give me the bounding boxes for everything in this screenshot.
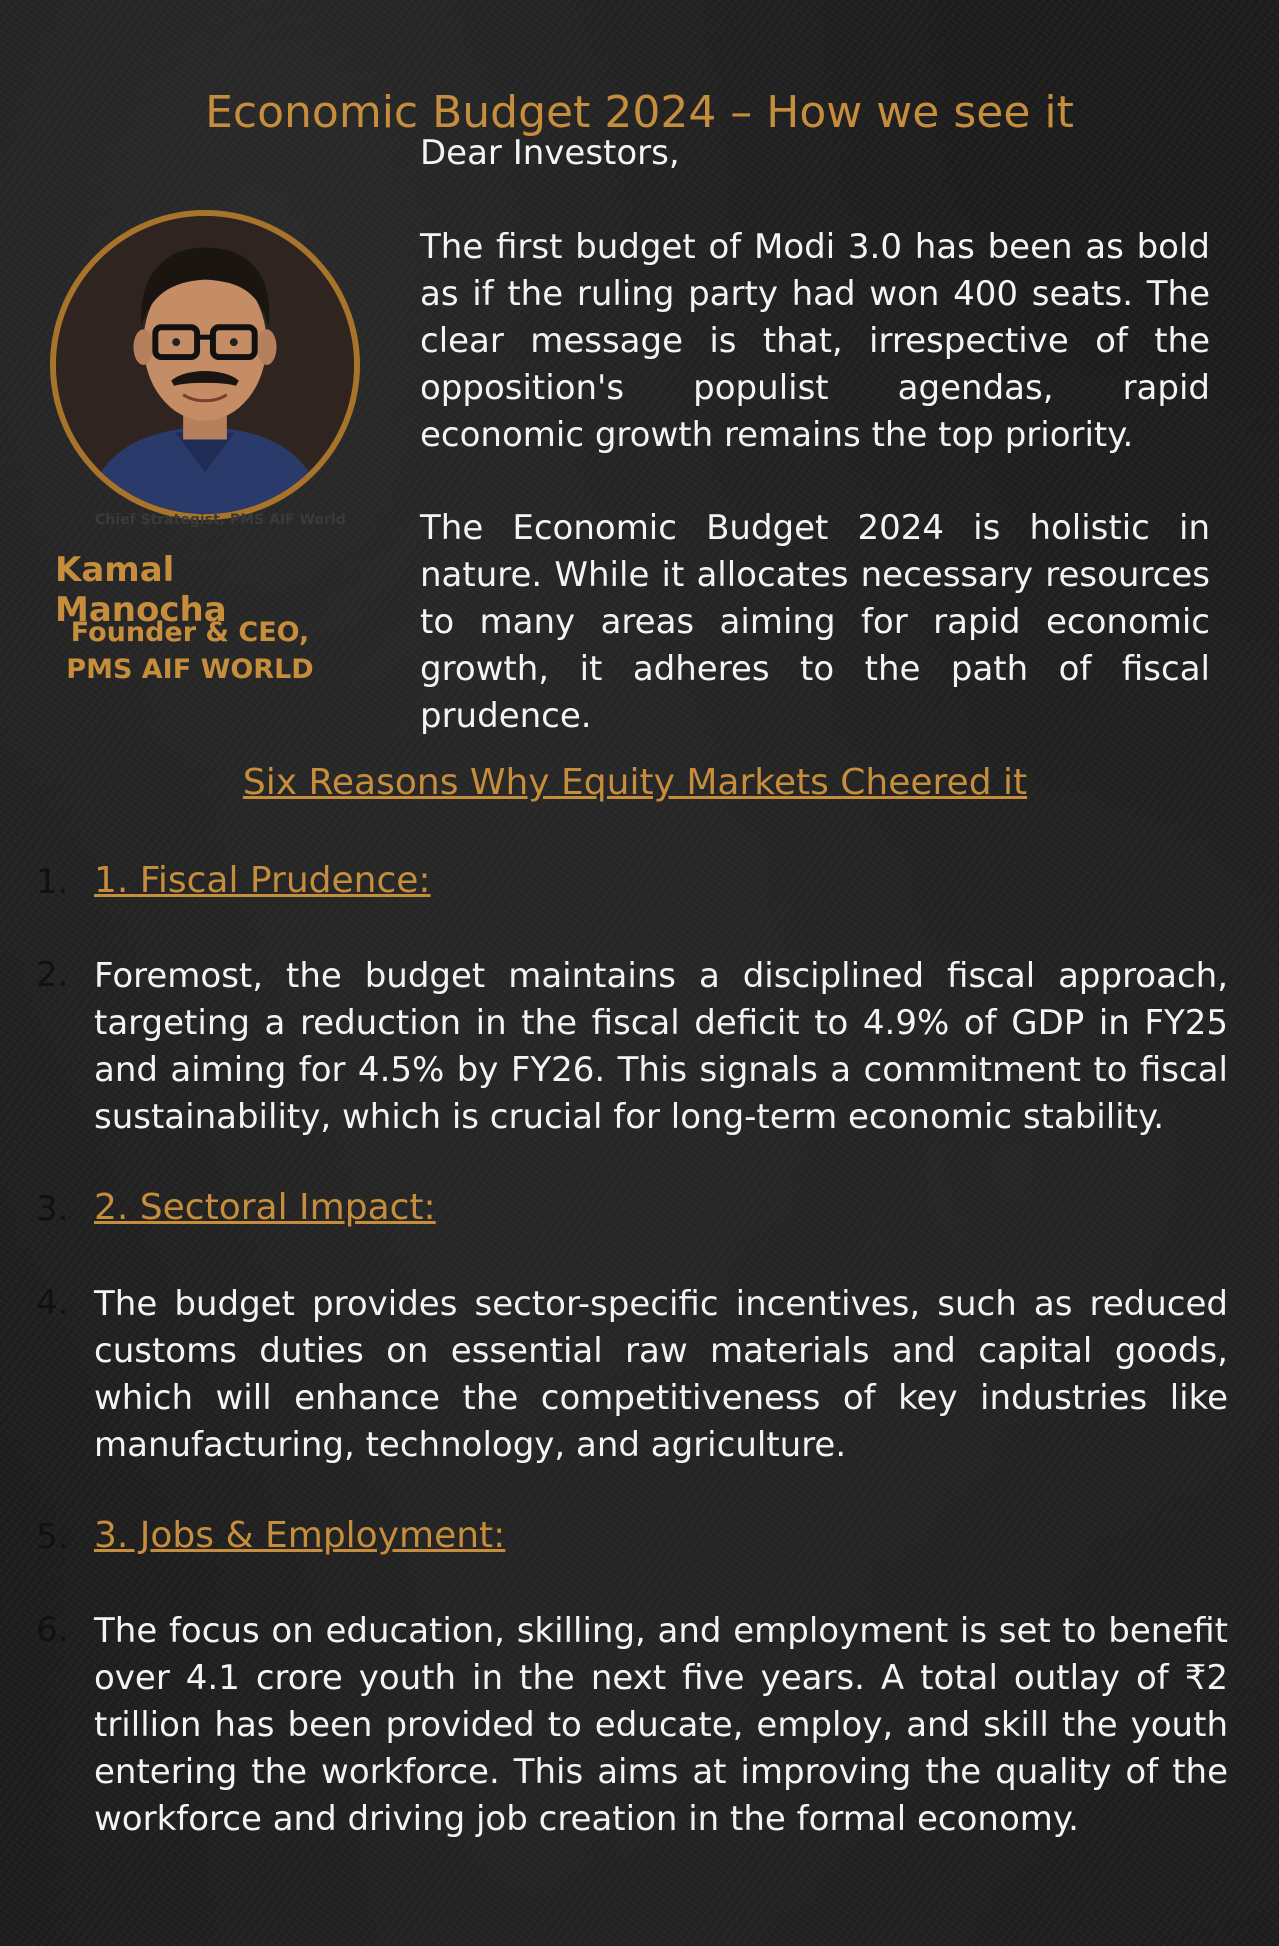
author-name: Kamal Manocha — [55, 550, 227, 630]
reasons-heading: Six Reasons Why Equity Markets Cheered it — [242, 762, 1028, 803]
list-number: 1. — [36, 862, 69, 902]
section-heading-fiscal-prudence: 1. Fiscal Prudence: — [94, 860, 431, 901]
page-title: Economic Budget 2024 – How we see it — [205, 87, 1074, 139]
section-body-sectoral-impact: The budget provides sector-specific incentives, such as reduced customs duties on essential raw materials and capital goods, which will enhance the competitiveness of key industries like manufacturing, technology, and agriculture. — [94, 1284, 1228, 1465]
author-role-line-1: Founder & CEO, — [70, 617, 310, 648]
intro-paragraph-2: The Economic Budget 2024 is holistic in nature. While it allocates necessary resources to many areas aiming for rapid economic growth, it adheres to the path of fiscal prudence. — [420, 508, 1210, 736]
author-portrait — [50, 210, 360, 520]
intro-paragraph-1: The first budget of Modi 3.0 has been as bold as if the ruling party had won 400 seats. The clear message is that, irrespective of the opposition's populist agendas, rapid economic growth remains the top priority. — [420, 227, 1210, 455]
list-number: 5. — [36, 1517, 69, 1557]
list-number: 6. — [36, 1610, 69, 1650]
list-number: 4. — [36, 1283, 69, 1323]
section-heading-jobs-employment: 3. Jobs & Employment: — [94, 1515, 506, 1556]
author-role — [40, 614, 340, 688]
greeting: Dear Investors, — [420, 133, 680, 173]
section-heading-sectoral-impact: 2. Sectoral Impact: — [94, 1187, 436, 1228]
section-body-fiscal-prudence: Foremost, the budget maintains a disciplined fiscal approach, targeting a reduction in the fiscal deficit to 4.9% of GDP in FY25 and aiming for 4.5% by FY26. This signals a commitment to fiscal sustainability, which is crucial for long-term economic stability. — [94, 956, 1228, 1137]
list-number: 2. — [36, 955, 69, 995]
person-photo-icon — [56, 216, 354, 514]
author-role-line-2: PMS AIF WORLD — [66, 654, 314, 685]
author-caption: Chief Strategist, PMS AIF World — [95, 512, 346, 528]
section-body-jobs-employment: The focus on education, skilling, and employment is set to benefit over 4.1 crore youth in the next five years. A total outlay of ₹2 trillion has been provided to educate, employ, and skill the youth entering the workforce. This aims at improving the quality of the workforce and driving job creation in the formal economy. — [94, 1611, 1228, 1839]
list-number: 3. — [36, 1189, 69, 1229]
